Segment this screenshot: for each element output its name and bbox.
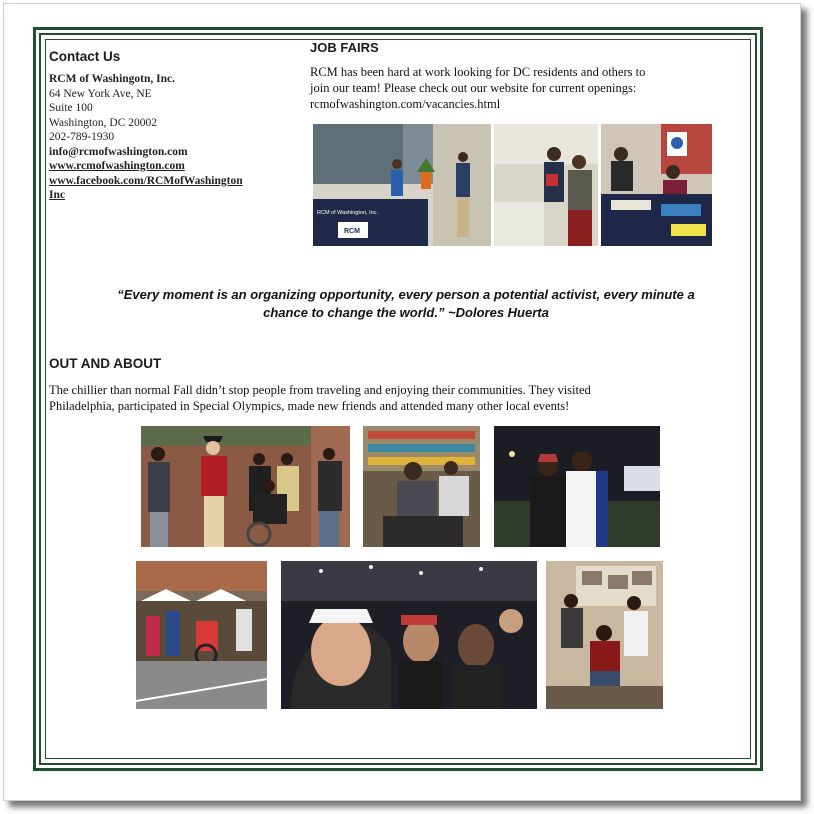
website-link[interactable]: www.rcmofwashington.com bbox=[49, 160, 185, 172]
job-fair-photo-booth bbox=[313, 124, 491, 246]
photo-street-festival bbox=[136, 561, 267, 709]
facebook-link[interactable]: www.facebook.com/RCMofWashington bbox=[49, 174, 243, 187]
booth-banner-text: RCM of Washington, Inc. bbox=[317, 210, 378, 216]
out-and-about-heading: OUT AND ABOUT bbox=[49, 356, 162, 371]
address-line: Washington, DC 20002 bbox=[49, 116, 158, 129]
facebook-link-continued[interactable]: Inc bbox=[49, 189, 65, 201]
phone-number: 202-789-1930 bbox=[49, 131, 115, 143]
photo-colonial-reenactor bbox=[141, 426, 350, 547]
email-link[interactable]: info@rcmofwashington.com bbox=[49, 145, 188, 158]
dolores-huerta-quote: “Every moment is an organizing opportunity, every person a potential activist, every minute a chance to change the world.” ~Dolores Huerta bbox=[117, 287, 695, 320]
job-fairs-heading: JOB FAIRS bbox=[310, 40, 379, 55]
booth-logo-text: RCM bbox=[344, 228, 360, 235]
photo-stadium-selfie bbox=[281, 561, 537, 709]
photo-night-friends bbox=[494, 426, 660, 547]
address-line: 64 New York Ave, NE bbox=[49, 87, 152, 100]
job-fairs-text: RCM has been hard at work looking for DC residents and others to join our team! Please check out our website for current openings: rcmofwashington.com/vacancies.html bbox=[310, 65, 646, 111]
job-fair-photo-table bbox=[601, 124, 712, 246]
photo-store-visit bbox=[363, 426, 480, 547]
out-and-about-text: The chillier than normal Fall didn’t stop people from traveling and enjoying their communities. They visited Philadelphia, participated in Special Olympics, made new friends and attended many other local events! bbox=[49, 383, 591, 413]
address-line: Suite 100 bbox=[49, 102, 93, 114]
contact-block bbox=[49, 72, 243, 203]
contact-heading: Contact Us bbox=[49, 49, 121, 64]
job-fair-photo-interview bbox=[494, 124, 598, 246]
photo-museum-visit bbox=[546, 561, 663, 709]
org-name: RCM of Washingotn, Inc. bbox=[49, 73, 175, 85]
